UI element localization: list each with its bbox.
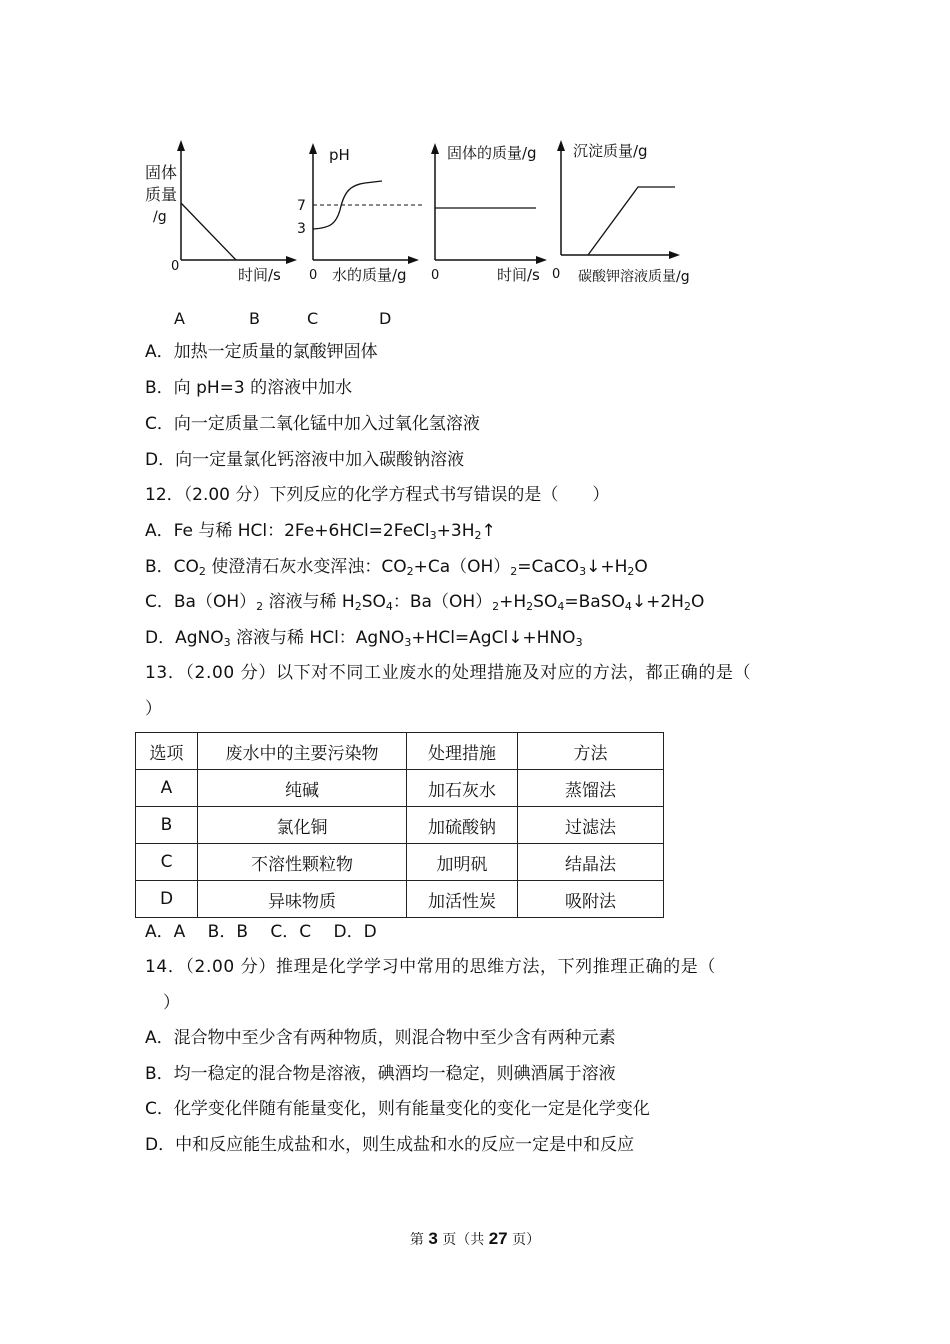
- table-cell: 蒸馏法: [518, 770, 664, 807]
- table-cell: 纯碱: [198, 770, 407, 807]
- graph-a-curve: [181, 203, 236, 260]
- graph-b-tick-7: 7: [297, 198, 306, 214]
- graph-b-xlabel: 水的质量/g: [332, 266, 407, 284]
- graph-b-origin: 0: [309, 268, 318, 283]
- figure-caption-c: C: [307, 309, 319, 328]
- graph-c-xlabel: 时间/s: [497, 266, 540, 284]
- graph-b-ylabel: pH: [329, 146, 350, 164]
- page-number: 3: [428, 1229, 438, 1248]
- q12-option-b: B．$CO_2$ 使澄清石灰水变浑浊：$CO_2+Ca(OH)_2=CaCO_3↓+H_2O$: [145, 557, 648, 578]
- page-footer: 第 3 页（共 27 页）: [409, 1229, 541, 1248]
- table-cell: 异味物质: [198, 881, 407, 918]
- q12-stem: 12．（2.00 分）下列反应的化学方程式书写错误的是（ ）: [145, 485, 610, 505]
- graph-d: [552, 140, 690, 285]
- graph-a-ylabel: 固体: [145, 163, 178, 182]
- table-header-row: [136, 733, 664, 770]
- q14-option-d: D．中和反应能生成盐和水，则生成盐和水的反应一定是中和反应: [145, 1135, 635, 1155]
- table-cell: A: [136, 770, 198, 807]
- q14-option-c: C．化学变化伴随有能量变化，则有能量变化的变化一定是化学变化: [145, 1099, 650, 1119]
- table-cell: 加石灰水: [407, 770, 518, 807]
- q12-option-c: C．$Ba(OH)_2$ 溶液与稀 $H_2SO_4$：$Ba(OH)_2+H_2SO_4=BaSO_4↓+2H_2O$: [145, 592, 705, 613]
- graph-a-origin: 0: [171, 259, 180, 274]
- graph-a-ylabel: 质量: [145, 185, 178, 204]
- q13-stem: 13．（2.00 分）以下对不同工业废水的处理措施及对应的方法，都正确的是（: [145, 663, 752, 683]
- graphs-figure: [0, 130, 950, 290]
- table-cell: 结晶法: [518, 844, 664, 881]
- table-cell: 不溶性颗粒物: [198, 844, 407, 881]
- table-header: 废水中的主要污染物: [198, 733, 407, 770]
- figure-caption-d: D: [379, 309, 392, 328]
- table-row: [136, 881, 664, 918]
- q14-stem: 14．（2.00 分）推理是化学学习中常用的思维方法，下列推理正确的是（: [145, 957, 716, 977]
- table-header: 方法: [518, 733, 664, 770]
- table-cell: 氯化铜: [198, 807, 407, 844]
- graph-d-ylabel: 沉淀质量/g: [573, 142, 648, 160]
- table-cell: B: [136, 807, 198, 844]
- q13-answer-options: A．A B．B C．C D．D: [145, 922, 377, 942]
- table-cell: 吸附法: [518, 881, 664, 918]
- graph-d-curve: [588, 187, 675, 255]
- table-cell: 加明矾: [407, 844, 518, 881]
- graph-c-ylabel: 固体的质量/g: [447, 144, 537, 162]
- q14-option-b: B．均一稳定的混合物是溶液，碘酒均一稳定，则碘酒属于溶液: [145, 1064, 616, 1084]
- q13-stem-cont: ）: [145, 699, 162, 719]
- q11-option-d: D．向一定量氯化钙溶液中加入碳酸钠溶液: [145, 450, 465, 470]
- graph-d-origin: 0: [552, 267, 561, 282]
- q14-option-a: A．混合物中至少含有两种物质，则混合物中至少含有两种元素: [145, 1028, 616, 1048]
- q12-option-a: A．Fe 与稀 HCl：$2Fe+6HCl=2FeCl_3+3H_2↑$: [145, 521, 496, 542]
- graph-a-xlabel: 时间/s: [238, 266, 281, 284]
- graph-a-ylabel: /g: [153, 209, 167, 225]
- graph-d-xlabel: 碳酸钾溶液质量/g: [578, 269, 690, 285]
- table-cell: 过滤法: [518, 807, 664, 844]
- q12-option-d: D．AgNO$_3$ 溶液与稀 HCl：$AgNO_3+HCl=AgCl↓+HNO_3$: [145, 628, 583, 649]
- table-cell: C: [136, 844, 198, 881]
- table-header: 处理措施: [407, 733, 518, 770]
- figure-caption-a: A: [174, 309, 185, 328]
- graph-b: [297, 143, 425, 284]
- q11-option-b: B．向 pH=3 的溶液中加水: [145, 378, 353, 398]
- graph-c: [431, 143, 547, 284]
- waste-treatment-table: [135, 732, 664, 918]
- q11-option-c: C．向一定质量二氧化锰中加入过氧化氢溶液: [145, 414, 480, 434]
- table-cell: 加活性炭: [407, 881, 518, 918]
- graph-a: [145, 140, 297, 284]
- table-row: [136, 844, 664, 881]
- q14-stem-cont: ）: [163, 993, 180, 1013]
- table-row: [136, 807, 664, 844]
- table-row: [136, 770, 664, 807]
- graph-c-origin: 0: [431, 268, 440, 283]
- figure-caption-b: B: [249, 309, 260, 328]
- table-cell: D: [136, 881, 198, 918]
- table-cell: 加硫酸钠: [407, 807, 518, 844]
- q11-option-a: A．加热一定质量的氯酸钾固体: [145, 342, 378, 362]
- table-header: 选项: [136, 733, 198, 770]
- graph-b-tick-3: 3: [297, 221, 306, 237]
- page-total: 27: [488, 1229, 508, 1248]
